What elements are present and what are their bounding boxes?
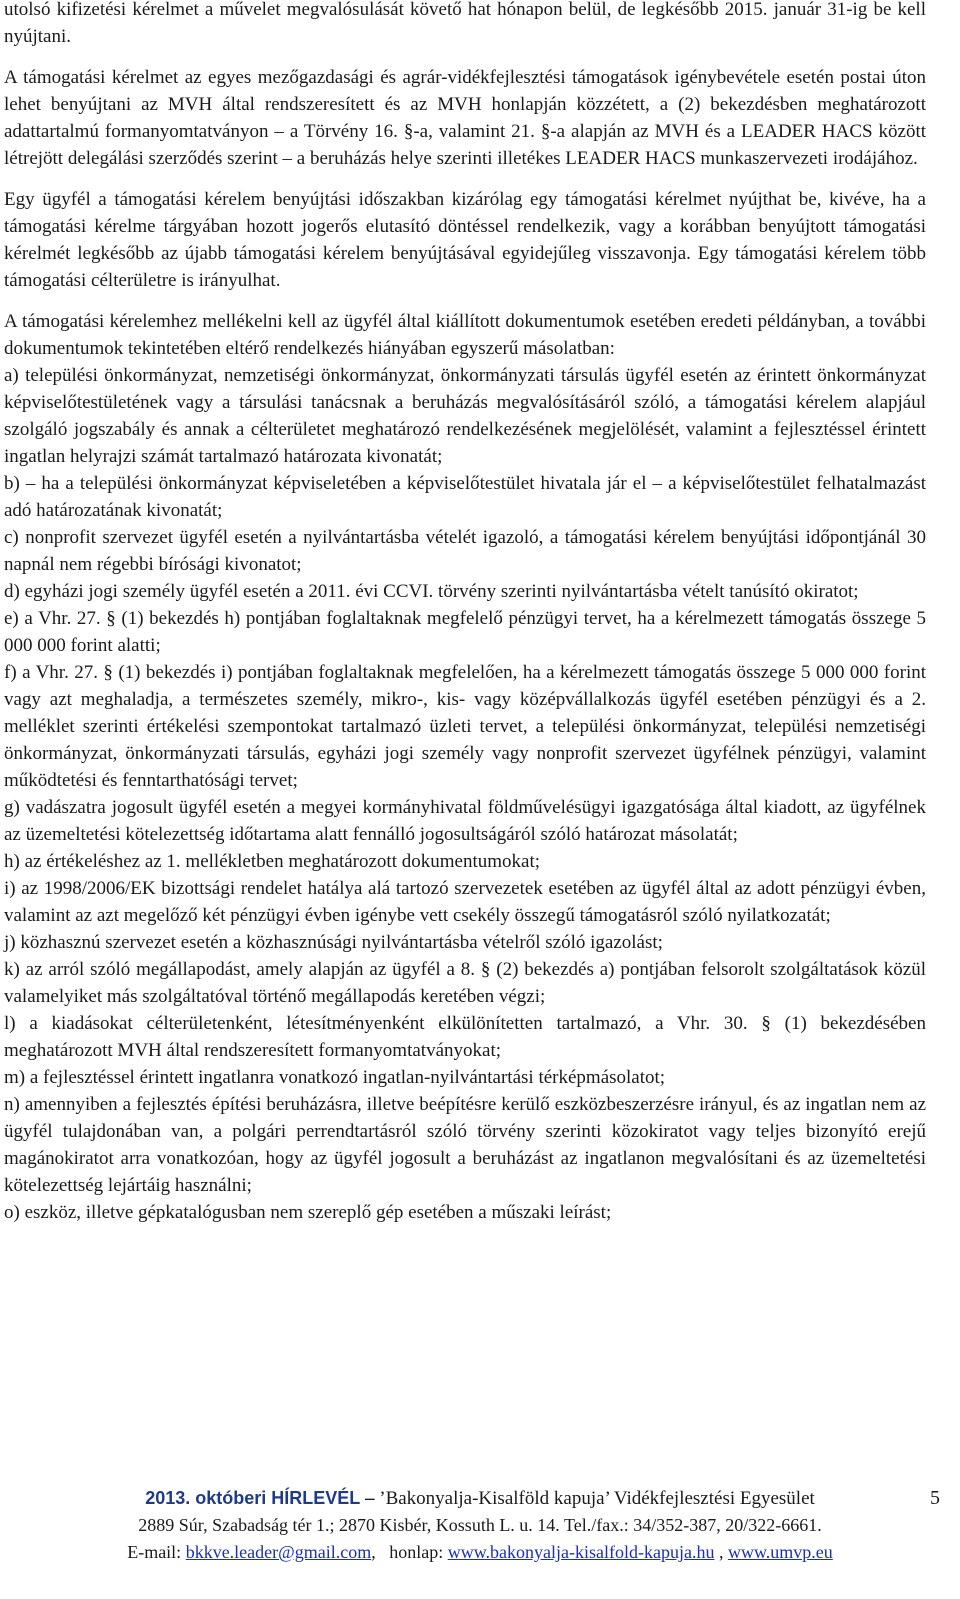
footer-dash: – [365, 1488, 375, 1509]
document-body [4, 0, 926, 1226]
paragraph-submission: A támogatási kérelmet az egyes mezőgazdasági és agrár-vidékfejlesztési támogatások igénybevétele esetén postai úton lehet benyújtani az MVH által rendszeresített és az MVH honlapján közzétett, a (2) bekezdésben meghatározott adattartalmú formanyomtatványon – a Törvény 16. §-a, valamint 21. §-a alapján az MVH és a LEADER HACS között létrejött delegálási szerződés szerint – a beruházás helye szerinti illetékes LEADER HACS munkaszervezeti irodájához. [4, 67, 926, 169]
footer-line-3 [0, 1539, 960, 1566]
page-number: 5 [930, 1487, 940, 1509]
newsletter-title: 2013. októberi HÍRLEVÉL [145, 1488, 361, 1508]
website-link-2[interactable]: www.umvp.eu [727, 1542, 833, 1562]
paragraph-deadline: utolsó kifizetési kérelmet a művelet megvalósulását követő hat hónapon belül, de legkésőbb 2015. január 31-ig be kell nyújtani. [4, 0, 926, 47]
email-link[interactable]: bkkve.leader@gmail.com [185, 1542, 372, 1562]
footer-separator: , [371, 1542, 376, 1562]
list-item-h: h) az értékeléshez az 1. mellékletben meghatározott dokumentumokat; [4, 851, 540, 872]
list-item-d: d) egyházi jogi személy ügyfél esetén a 2011. évi CCVI. törvény szerinti nyilvántartásba vételt tanúsító okiratot; [4, 581, 859, 602]
website-label: honlap: [389, 1542, 444, 1562]
list-item-m: m) a fejlesztéssel érintett ingatlanra vonatkozó ingatlan-nyilvántartási térképmásolatot; [4, 1067, 666, 1088]
list-item-i: i) az 1998/2006/EK bizottsági rendelet hatálya alá tartozó szervezetek esetében az ügyfél által az adott pénzügyi évben, valamint az azt megelőző két pénzügyi évben igénybe vett csekély összegű támogatásról szóló nyilatkozatát; [4, 878, 926, 926]
email-label: E-mail: [127, 1542, 182, 1562]
list-item-k: k) az arról szóló megállapodást, amely alapján az ügyfél a 8. § (2) bekezdés a) pontjában felsorolt szolgáltatások közül valamelyiket más szolgáltatóval történő megállapodás keretében végzi; [4, 959, 926, 1007]
list-item-n: n) amennyiben a fejlesztés építési beruházásra, illetve beépítésre kerülő eszközbeszerzésre irányul, és az ingatlan nem az ügyfél tulajdonában van, a polgári perrendtartásról szóló törvény szerinti közokiratot vagy teljes bizonyító erejű magánokiratot arra vonatkozóan, hogy az ügyfél jogosult a beruházást az ingatlanon megvalósítani és az üzemeltetési kötelezettség lejártáig használni; [4, 1094, 926, 1196]
organization-name: ’Bakonyalja-Kisalföld kapuja’ Vidékfejlesztési Egyesület [379, 1488, 815, 1509]
footer-separator-2: , [718, 1542, 724, 1562]
footer-address: 2889 Súr, Szabadság tér 1.; 2870 Kisbér, Kossuth L. u. 14. Tel./fax.: 34/352-387, 20/322-6661. [138, 1515, 822, 1535]
website-link-1[interactable]: www.bakonyalja-kisalfold-kapuja.hu [447, 1542, 715, 1562]
list-item-o: o) eszköz, illetve gépkatalógusban nem szereplő gép esetében a műszaki leírást; [4, 1202, 612, 1223]
footer-line-1 [0, 1485, 960, 1512]
list-item-b: b) – ha a települési önkormányzat képviseletében a képviselőtestület hivatala jár el – a képviselőtestület felhatalmazást adó határozatának kivonatát; [4, 473, 926, 521]
paragraph-single-application: Egy ügyfél a támogatási kérelem benyújtási időszakban kizárólag egy támogatási kérelmet nyújthat be, kivéve, ha a támogatási kérelme tárgyában hozott jogerős elutasító döntéssel rendelkezik, vagy a korábban benyújtott támogatási kérelmét legkésőbb az újabb támogatási kérelem benyújtásával egyidejűleg visszavonja. Egy támogatási kérelem több támogatási célterületre is irányulhat. [4, 189, 926, 291]
list-item-l: l) a kiadásokat célterületenként, létesítményenként elkülönítetten tartalmazó, a Vhr. 30. § (1) bekezdésében meghatározott MVH által rendszeresített formanyomtatványokat; [4, 1013, 926, 1061]
list-item-e: e) a Vhr. 27. § (1) bekezdés h) pontjában foglaltaknak megfelelő pénzügyi tervet, ha a kérelmezett támogatás összege 5 000 000 forint alatti; [4, 608, 926, 656]
page-footer [0, 1485, 960, 1566]
list-item-a: a) települési önkormányzat, nemzetiségi önkormányzat, önkormányzati társulás ügyfél esetén az érintett önkormányzat képviselőtestületének vagy a társulási tanácsnak a beruházás megvalósításáról szóló, a támogatási kérelem alapjául szolgáló jogszabály és annak a célterületet meghatározó rendelkezésének megjelölését, valamint a fejlesztéssel érintett ingatlan helyrajzi számát tartalmazó határozata kivonatát; [4, 365, 926, 467]
list-item-g: g) vadászatra jogosult ügyfél esetén a megyei kormányhivatal földművelésügyi igazgatósága által kiadott, az ügyfélnek az üzemeltetési kötelezettség időtartama alatt fennálló jogosultságáról szóló határozat másolatát; [4, 797, 926, 845]
list-item-j: j) közhasznú szervezet esetén a közhasznúsági nyilvántartásba vételről szóló igazolást; [4, 932, 663, 953]
paragraph-attachments-intro: A támogatási kérelemhez mellékelni kell az ügyfél által kiállított dokumentumok esetében eredeti példányban, a további dokumentumok tekintetében eltérő rendelkezés hiányában egyszerű másolatban: [4, 311, 926, 359]
list-item-f: f) a Vhr. 27. § (1) bekezdés i) pontjában foglaltaknak megfelelően, ha a kérelmezett támogatás összege 5 000 000 forint vagy azt meghaladja, a természetes személy, mikro-, kis- vagy középvállalkozás ügyfél esetében pénzügyi és a 2. melléklet szerinti értékelési szempontokat tartalmazó üzleti tervet, a települési önkormányzat, települési nemzetiségi önkormányzat, önkormányzati társulás, egyházi jogi személy vagy nonprofit szervezet ügyfélnek pénzügyi, valamint működtetési és fenntarthatósági tervet; [4, 662, 926, 791]
list-item-c: c) nonprofit szervezet ügyfél esetén a nyilvántartásba vételét igazoló, a támogatási kérelem benyújtási időpontjánál 30 napnál nem régebbi bírósági kivonatot; [4, 527, 926, 575]
